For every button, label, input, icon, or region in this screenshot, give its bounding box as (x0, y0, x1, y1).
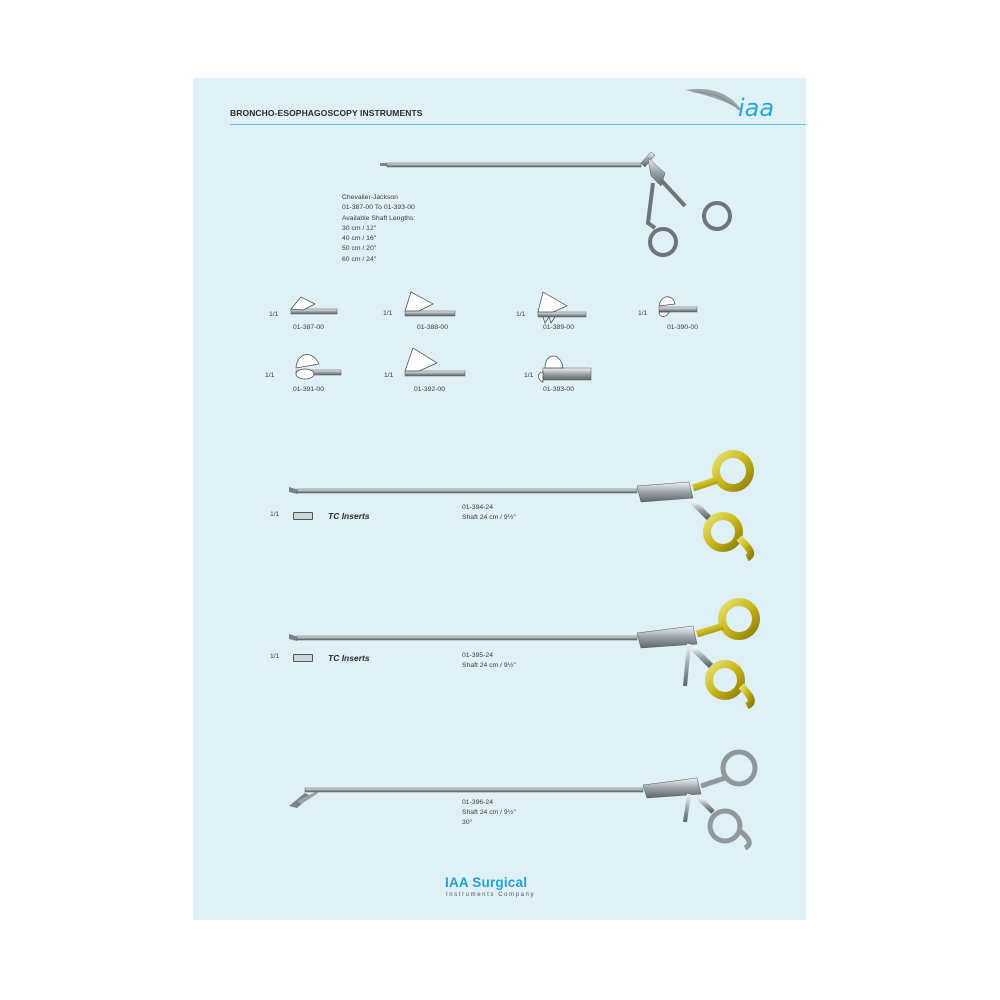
angle-label: 30° (462, 819, 473, 826)
product-code: 01-387-00 (293, 324, 324, 331)
tip-illustration (296, 354, 341, 379)
scale-label: 1/1 (265, 372, 275, 379)
scale-label: 1/1 (269, 311, 279, 318)
footer-subtitle: Instruments Company (446, 892, 536, 898)
tip-illustration (291, 297, 337, 314)
product-code: 01-388-00 (417, 324, 448, 331)
tc-inserts-label: TC Inserts (328, 511, 370, 521)
product-code: 01-395-24 (462, 652, 493, 659)
spec-length: 50 cm / 20" (342, 245, 377, 253)
spec-length: 30 cm / 12" (342, 224, 377, 232)
chevalier-jackson-forceps (380, 152, 730, 255)
catalog-page (193, 78, 806, 920)
product-code: 01-389-00 (543, 324, 574, 331)
page-title: BRONCHO-ESOPHAGOSCOPY INSTRUMENTS (230, 108, 423, 118)
tc-insert-icon (293, 512, 313, 520)
shaft-length: Shaft 24 cm / 9½" (462, 662, 516, 669)
tc-inserts-label: TC Inserts (328, 653, 370, 663)
tip-illustration (405, 292, 455, 316)
spec-length: 40 cm / 16" (342, 235, 377, 243)
scale-label: 1/1 (638, 310, 648, 317)
scale-label: 1/1 (524, 372, 534, 379)
spec-length: 60 cm / 24" (342, 255, 377, 263)
scale-label: 1/1 (516, 311, 526, 318)
spec-range: 01-387-00 To 01-393-00 (342, 204, 415, 212)
scale-label: 1/1 (383, 310, 393, 317)
product-code: 01-392-00 (414, 386, 445, 393)
tip-illustration (659, 297, 697, 317)
tip-illustration (538, 292, 586, 323)
brand-logo: iaa (738, 94, 775, 122)
scale-label: 1/1 (270, 653, 280, 660)
product-code: 01-394-24 (462, 504, 493, 511)
footer-brand: IAA Surgical (445, 875, 528, 890)
tip-illustration (539, 356, 592, 382)
instrument-spec (342, 193, 415, 265)
shaft-length: Shaft 24 cm / 9½" (462, 809, 516, 816)
tc-insert-icon (293, 654, 313, 662)
tip-illustration (405, 348, 465, 376)
spec-available: Available Shaft Lengths: (342, 214, 416, 222)
forceps-394 (289, 454, 751, 558)
scale-label: 1/1 (270, 511, 280, 518)
product-code: 01-393-00 (543, 386, 574, 393)
product-code: 01-396-24 (462, 799, 493, 806)
shaft-length: Shaft 24 cm / 9½" (462, 514, 516, 521)
product-code: 01-390-00 (667, 324, 698, 331)
forceps-396 (289, 752, 755, 848)
product-code: 01-391-00 (293, 386, 324, 393)
instrument-illustrations (193, 78, 806, 920)
scale-label: 1/1 (384, 372, 394, 379)
spec-name: Chevalier-Jackson (342, 194, 398, 201)
